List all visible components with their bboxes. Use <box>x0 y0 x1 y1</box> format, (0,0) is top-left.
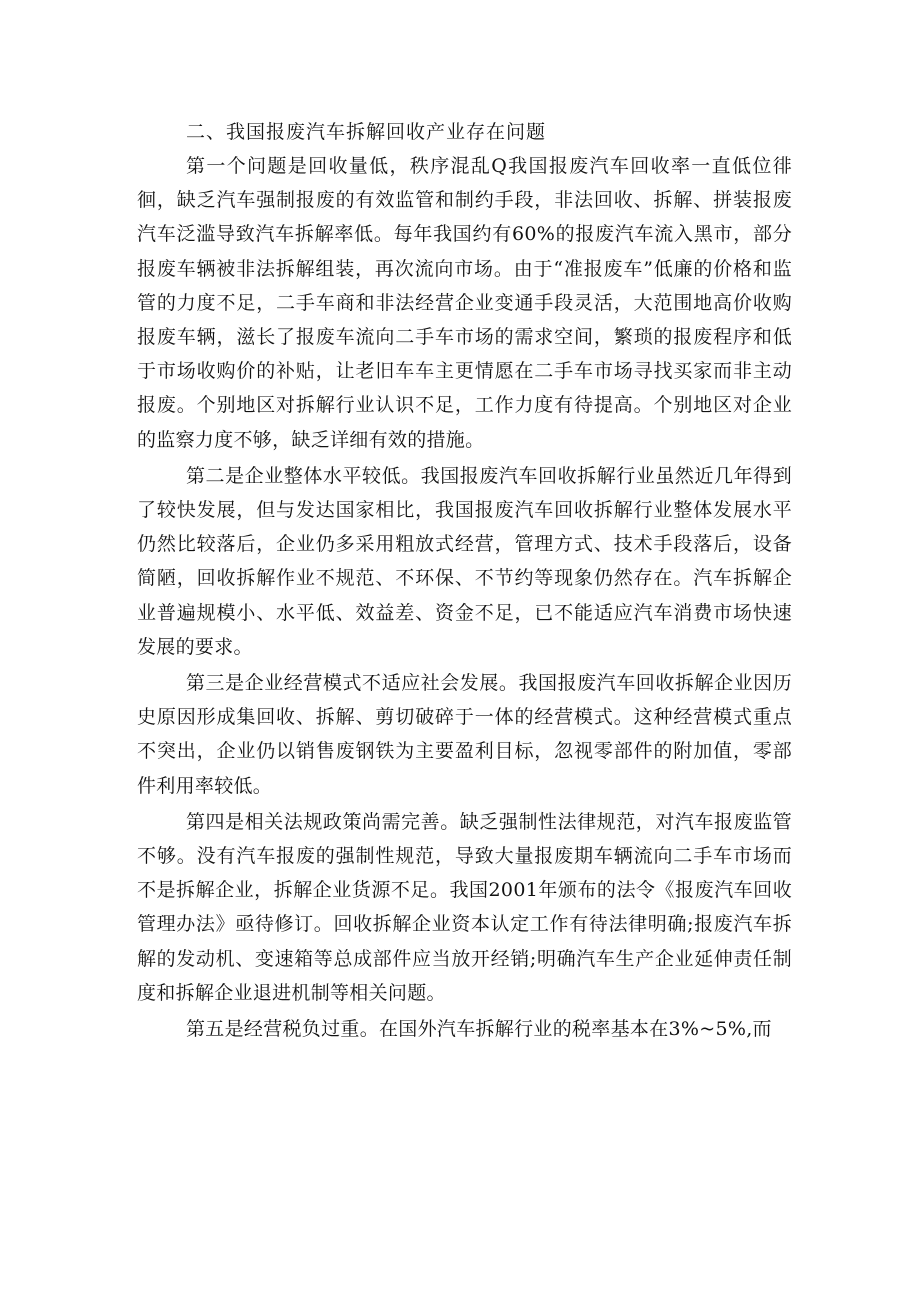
document-body <box>137 115 792 1048</box>
paragraph-problem-2: 第二是企业整体水平较低。我国报废汽车回收拆解行业虽然近几年得到了较快发展，但与发达国家相比，我国报废汽车回收拆解行业整体发展水平仍然比较落后，企业仍多采用粗放式经营，管理方式、技术手段落后，设备简陋，回收拆解作业不规范、不环保、不节约等现象仍然存在。汽车拆解企业普遍规模小、水平低、效益差、资金不足，已不能适应汽车消费市场快速发展的要求。 <box>137 464 792 658</box>
paragraph-problem-5: 第五是经营税负过重。在国外汽车拆解行业的税率基本在3%~5%,而 <box>186 1018 772 1041</box>
paragraph-problem-3: 第三是企业经营模式不适应社会发展。我国报废汽车回收拆解企业因历史原因形成集回收、拆解、剪切破碎于一体的经营模式。这种经营模式重点不突出，企业仍以销售废钢铁为主要盈利目标，忽视零部件的附加值，零部件利用率较低。 <box>137 672 792 797</box>
section-heading: 二、我国报废汽车拆解回收产业存在问题 <box>186 121 547 143</box>
paragraph-problem-1: 第一个问题是回收量低，秩序混乱Q我国报废汽车回收率一直低位徘徊，缺乏汽车强制报废的有效监管和制约手段，非法回收、拆解、拼装报废汽车泛滥导致汽车拆解率低。每年我国约有60%的报废汽车流入黑市，部分报废车辆被非法拆解组装，再次流向市场。由于“准报废车”低廉的价格和监管的力度不足，二手车商和非法经营企业变通手段灵活，大范围地高价收购报废车辆，滋长了报废车流向二手车市场的需求空间，繁琐的报废程序和低于市场收购价的补贴，让老旧车车主更情愿在二手车市场寻找买家而非主动报废。个别地区对拆解行业认识不足，工作力度有待提高。个别地区对企业的监察力度不够，缺乏详细有效的措施。 <box>137 155 792 451</box>
paragraph-problem-4: 第四是相关法规政策尚需完善。缺乏强制性法律规范，对汽车报废监管不够。没有汽车报废的强制性规范，导致大量报废期车辆流向二手车市场而不是拆解企业，拆解企业货源不足。我国2001年颁布的法令《报废汽车回收管理办法》亟待修订。回收拆解企业资本认定工作有待法律明确;报废汽车拆解的发动机、变速箱等总成部件应当放开经销;明确汽车生产企业延伸责任制度和拆解企业退进机制等相关问题。 <box>137 810 792 1004</box>
